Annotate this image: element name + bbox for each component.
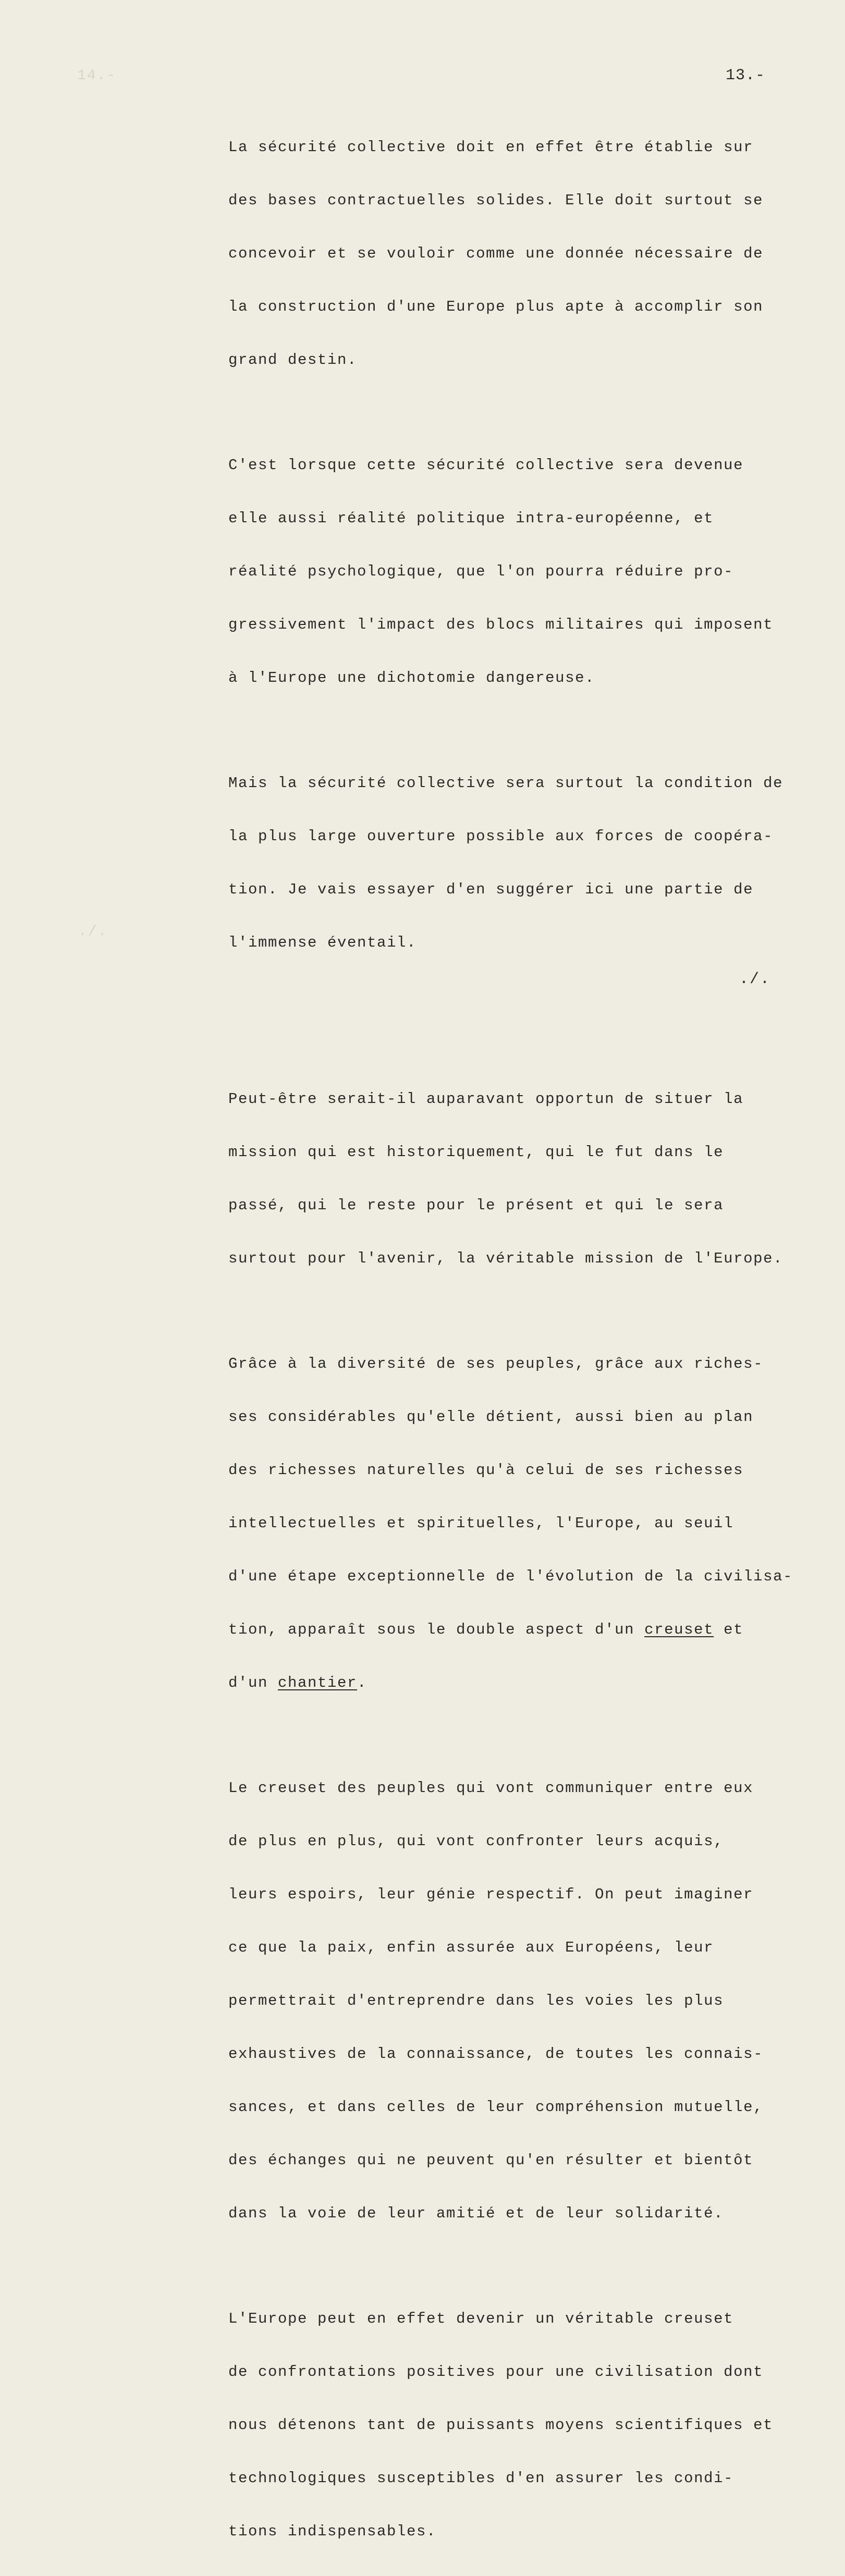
page-number: 13.- [726, 67, 766, 84]
paragraph-2 [228, 421, 833, 722]
text-line: réalité psychologique, que l'on pourra réduire pro- [228, 563, 734, 580]
text-line: elle aussi réalité politique intra-européenne, et [228, 510, 714, 527]
text-fragment: tion, apparaît sous le double aspect d'un [228, 1621, 645, 1638]
underlined-word-chantier: chantier [278, 1674, 358, 1691]
text-line: exhaustives de la connaissance, de toutes les connais- [228, 2045, 764, 2063]
text-line: des bases contractuelles solides. Elle doit surtout se [228, 192, 764, 209]
text-line: permettrait d'entreprendre dans les voies les plus [228, 1992, 724, 2009]
text-line: gressivement l'impact des blocs militaires qui imposent [228, 616, 774, 633]
text-line: tion. Je vais essayer d'en suggérer ici une partie de [228, 881, 754, 898]
paragraph-6 [228, 1744, 833, 2258]
typed-body [228, 103, 833, 2576]
text-line: ses considérables qu'elle détient, aussi bien au plan [228, 1408, 754, 1426]
text-line: sances, et dans celles de leur compréhension mutuelle, [228, 2099, 764, 2116]
text-line: La sécurité collective doit en effet être établie sur [228, 139, 754, 156]
text-line [228, 1621, 833, 1639]
text-line: de plus en plus, qui vont confronter leurs acquis, [228, 1833, 724, 1850]
text-line: Peut-être serait-il auparavant opportun de situer la [228, 1090, 744, 1108]
text-line: dans la voie de leur amitié et de leur solidarité. [228, 2205, 724, 2222]
paragraph-5 [228, 1320, 833, 1727]
text-fragment: . [357, 1674, 368, 1691]
show-through-page-number: 14.- [77, 68, 117, 84]
text-line: intellectuelles et spirituelles, l'Europe, au seuil [228, 1515, 734, 1532]
text-line: passé, qui le reste pour le présent et qui le sera [228, 1197, 724, 1214]
text-line: des richesses naturelles qu'à celui de ses richesses [228, 1462, 744, 1479]
text-line: des échanges qui ne peuvent qu'en résulter et bientôt [228, 2152, 754, 2169]
text-line [228, 1674, 833, 1692]
paragraph-3 [228, 739, 833, 987]
text-line: mission qui est historiquement, qui le fut dans le [228, 1144, 724, 1161]
text-line: l'immense éventail. [228, 934, 417, 951]
text-line: leurs espoirs, leur génie respectif. On peut imaginer [228, 1886, 754, 1903]
text-line: à l'Europe une dichotomie dangereuse. [228, 669, 595, 686]
text-fragment: et [714, 1621, 744, 1638]
text-line: C'est lorsque cette sécurité collective sera devenue [228, 457, 744, 474]
text-line: grand destin. [228, 351, 358, 369]
text-line: nous détenons tant de puissants moyens scientifiques et [228, 2416, 774, 2434]
continuation-mark: ./. [739, 971, 771, 988]
text-line: la plus large ouverture possible aux forces de coopéra- [228, 828, 774, 845]
text-line: L'Europe peut en effet devenir un véritable creuset [228, 2310, 734, 2327]
text-line: technologiques susceptibles d'en assurer les condi- [228, 2470, 734, 2487]
text-line: concevoir et se vouloir comme une donnée nécessaire de [228, 245, 764, 262]
text-line: ce que la paix, enfin assurée aux Européens, leur [228, 1939, 714, 1956]
text-line: tions indispensables. [228, 2523, 437, 2540]
text-fragment: d'un [228, 1674, 278, 1691]
text-line: d'une étape exceptionnelle de l'évolution de la civilisa- [228, 1568, 793, 1585]
text-line: surtout pour l'avenir, la véritable mission de l'Europe. [228, 1250, 783, 1267]
text-line: de confrontations positives pour une civilisation dont [228, 2363, 764, 2381]
paragraph-7 [228, 2275, 833, 2576]
paragraph-1 [228, 103, 833, 404]
show-through-mark: ./. [78, 924, 108, 940]
underlined-word-creuset: creuset [644, 1621, 714, 1638]
text-line: Mais la sécurité collective sera surtout la condition de [228, 775, 783, 792]
paragraph-4 [228, 1055, 833, 1303]
text-line: Grâce à la diversité de ses peuples, grâce aux riches- [228, 1355, 764, 1372]
text-line: la construction d'une Europe plus apte à accomplir son [228, 298, 764, 315]
text-line: Le creuset des peuples qui vont communiquer entre eux [228, 1780, 754, 1797]
